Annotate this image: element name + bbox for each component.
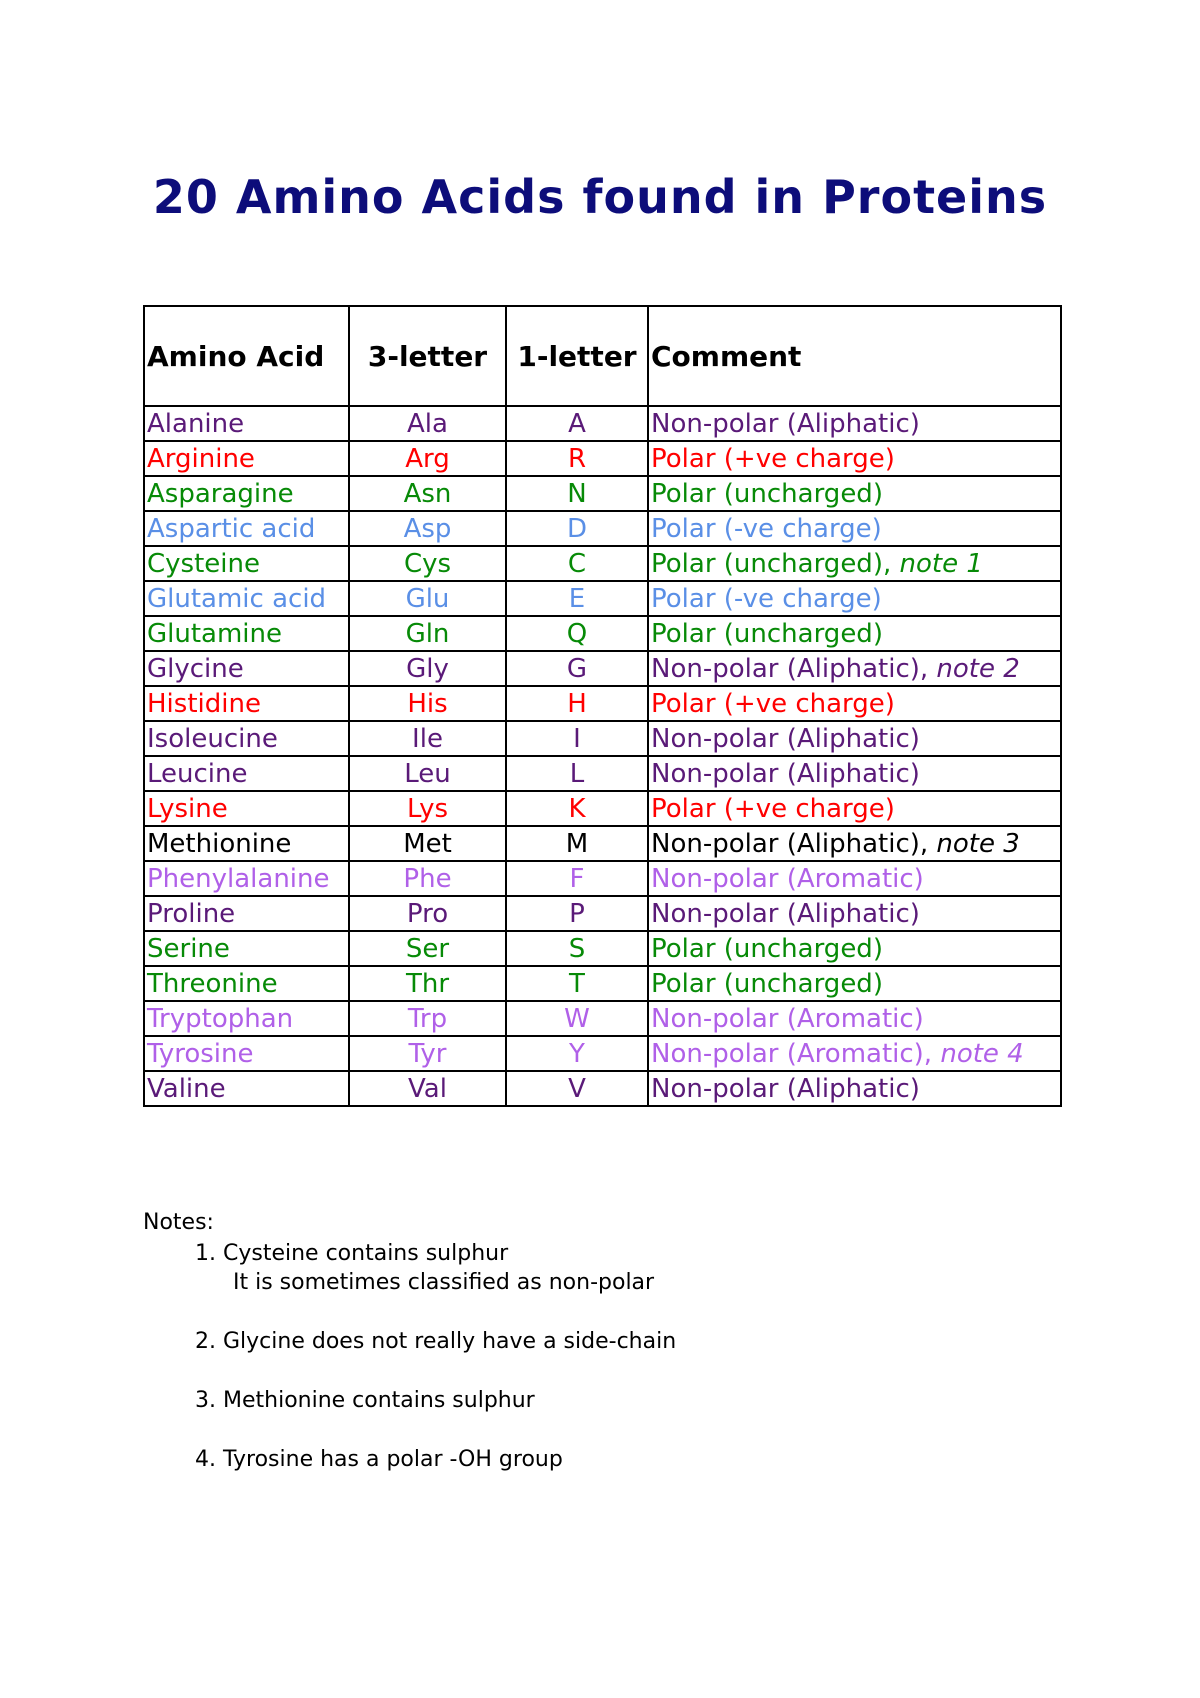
three-letter-code-text: Arg <box>405 443 450 474</box>
comment-cell <box>648 826 1061 861</box>
one-letter-code <box>506 1071 648 1106</box>
comment-cell <box>648 1071 1061 1106</box>
one-letter-code-text: K <box>568 793 586 824</box>
one-letter-code-text: H <box>567 688 587 719</box>
one-letter-code <box>506 616 648 651</box>
one-letter-code-text: Y <box>569 1038 585 1069</box>
three-letter-code-text: Pro <box>406 898 449 929</box>
amino-acid-name-text: Alanine <box>147 408 245 439</box>
amino-acid-name-text: Proline <box>147 898 236 929</box>
one-letter-code <box>506 651 648 686</box>
comment-cell <box>648 791 1061 826</box>
three-letter-code <box>349 861 506 896</box>
three-letter-code <box>349 931 506 966</box>
three-letter-code-text: Met <box>403 828 452 859</box>
amino-acid-name-text: Tryptophan <box>147 1003 294 1034</box>
one-letter-code <box>506 406 648 441</box>
three-letter-code <box>349 1036 506 1071</box>
one-letter-code <box>506 931 648 966</box>
amino-acid-name <box>144 826 349 861</box>
one-letter-code <box>506 721 648 756</box>
comment-cell-text: Polar (+ve charge) <box>651 443 895 474</box>
table-row <box>144 406 1061 441</box>
three-letter-code <box>349 686 506 721</box>
amino-acid-name-text: Methionine <box>147 828 292 859</box>
amino-acid-name-text: Tyrosine <box>147 1038 254 1069</box>
note-subtext: It is sometimes classified as non-polar <box>233 1270 655 1295</box>
three-letter-code <box>349 476 506 511</box>
table-row <box>144 791 1061 826</box>
amino-acid-name-text: Lysine <box>147 793 228 824</box>
three-letter-code-text: Tyr <box>408 1038 447 1069</box>
page-title: 20 Amino Acids found in Proteins <box>152 170 1048 224</box>
three-letter-code <box>349 511 506 546</box>
one-letter-code-text: L <box>569 758 585 789</box>
comment-cell <box>648 896 1061 931</box>
one-letter-code <box>506 791 648 826</box>
three-letter-code <box>349 1001 506 1036</box>
comment-cell-text: Non-polar (Aliphatic) <box>651 898 920 929</box>
table-row <box>144 616 1061 651</box>
table-row <box>144 441 1061 476</box>
header-one-letter: 1-letter <box>506 306 648 406</box>
comment-cell <box>648 511 1061 546</box>
comment-cell-text: Polar (+ve charge) <box>651 793 895 824</box>
note-text: Methionine contains sulphur <box>223 1388 535 1413</box>
note-reference: note 2 <box>936 653 1020 684</box>
notes-heading: Notes: <box>143 1210 214 1235</box>
table-row <box>144 581 1061 616</box>
amino-acid-name <box>144 441 349 476</box>
note-reference: note 1 <box>899 548 983 579</box>
three-letter-code-text: Ile <box>412 723 443 754</box>
amino-acid-name <box>144 1001 349 1036</box>
one-letter-code <box>506 546 648 581</box>
note-text: Cysteine contains sulphur <box>223 1241 509 1266</box>
comment-cell-text: Non-polar (Aliphatic) <box>651 408 920 439</box>
three-letter-code <box>349 546 506 581</box>
one-letter-code <box>506 581 648 616</box>
table-row <box>144 546 1061 581</box>
amino-acid-name-text: Glycine <box>147 653 244 684</box>
table-row <box>144 896 1061 931</box>
amino-acid-name-text: Isoleucine <box>147 723 278 754</box>
amino-acid-name-text: Phenylalanine <box>147 863 330 894</box>
comment-cell-text: Polar (-ve charge) <box>651 513 882 544</box>
three-letter-code-text: Trp <box>407 1003 448 1034</box>
three-letter-code-text: Asp <box>403 513 452 544</box>
one-letter-code-text: A <box>568 408 586 439</box>
table-row <box>144 721 1061 756</box>
comment-cell-text: Non-polar (Aliphatic) <box>651 723 920 754</box>
amino-acid-name-text: Histidine <box>147 688 261 719</box>
comment-cell-text: Polar (uncharged) <box>651 618 883 649</box>
amino-acid-name <box>144 861 349 896</box>
table-row <box>144 686 1061 721</box>
one-letter-code-text: M <box>565 828 589 859</box>
one-letter-code <box>506 756 648 791</box>
one-letter-code <box>506 1001 648 1036</box>
one-letter-code <box>506 826 648 861</box>
note-reference: note 3 <box>936 828 1020 859</box>
note-item <box>223 1327 676 1356</box>
one-letter-code-text: W <box>564 1003 590 1034</box>
one-letter-code-text: R <box>567 443 587 474</box>
table-row <box>144 826 1061 861</box>
amino-acid-name <box>144 966 349 1001</box>
three-letter-code-text: Cys <box>403 548 452 579</box>
amino-acid-name-text: Glutamic acid <box>147 583 327 614</box>
comment-cell-text: Non-polar (Aliphatic), <box>651 653 937 684</box>
three-letter-code-text: Phe <box>403 863 452 894</box>
comment-cell <box>648 651 1061 686</box>
comment-cell <box>648 861 1061 896</box>
three-letter-code-text: Gln <box>405 618 450 649</box>
table-body <box>144 406 1061 1106</box>
three-letter-code <box>349 896 506 931</box>
table-row <box>144 966 1061 1001</box>
three-letter-code <box>349 616 506 651</box>
table-header-row <box>144 306 1061 406</box>
three-letter-code <box>349 441 506 476</box>
amino-acid-name-text: Leucine <box>147 758 248 789</box>
one-letter-code-text: P <box>569 898 585 929</box>
amino-acid-name <box>144 651 349 686</box>
one-letter-code <box>506 511 648 546</box>
comment-cell-text: Polar (uncharged) <box>651 933 883 964</box>
one-letter-code <box>506 861 648 896</box>
note-item <box>223 1239 676 1297</box>
one-letter-code-text: G <box>566 653 588 684</box>
three-letter-code <box>349 966 506 1001</box>
three-letter-code-text: Ser <box>405 933 450 964</box>
three-letter-code <box>349 651 506 686</box>
table-row <box>144 511 1061 546</box>
comment-cell-text: Polar (+ve charge) <box>651 688 895 719</box>
amino-acid-name-text: Cysteine <box>147 548 260 579</box>
notes-section <box>143 1210 676 1504</box>
three-letter-code <box>349 1071 506 1106</box>
table-row <box>144 931 1061 966</box>
amino-acid-name-text: Arginine <box>147 443 255 474</box>
one-letter-code-text: E <box>568 583 586 614</box>
comment-cell <box>648 1001 1061 1036</box>
amino-acid-name <box>144 1071 349 1106</box>
comment-cell <box>648 966 1061 1001</box>
three-letter-code <box>349 721 506 756</box>
note-text: Glycine does not really have a side-chain <box>223 1329 677 1354</box>
three-letter-code <box>349 826 506 861</box>
one-letter-code <box>506 1036 648 1071</box>
header-amino-acid: Amino Acid <box>144 306 349 406</box>
amino-acid-name <box>144 791 349 826</box>
amino-acid-name <box>144 616 349 651</box>
table-row <box>144 1036 1061 1071</box>
comment-cell-text: Non-polar (Aromatic) <box>651 863 924 894</box>
one-letter-code-text: F <box>569 863 585 894</box>
comment-cell-text: Non-polar (Aliphatic) <box>651 758 920 789</box>
note-text: Tyrosine has a polar -OH group <box>223 1447 563 1472</box>
amino-acid-name-text: Valine <box>147 1073 226 1104</box>
note-reference: note 4 <box>940 1038 1024 1069</box>
comment-cell <box>648 581 1061 616</box>
three-letter-code-text: Val <box>408 1073 447 1104</box>
table-row <box>144 1001 1061 1036</box>
three-letter-code <box>349 581 506 616</box>
table-row <box>144 651 1061 686</box>
comment-cell <box>648 441 1061 476</box>
comment-cell-text: Polar (uncharged) <box>651 478 883 509</box>
comment-cell <box>648 756 1061 791</box>
three-letter-code-text: Leu <box>404 758 451 789</box>
amino-acid-name <box>144 546 349 581</box>
comment-cell <box>648 406 1061 441</box>
table-row <box>144 476 1061 511</box>
amino-acid-name-text: Aspartic acid <box>147 513 316 544</box>
three-letter-code-text: Gly <box>406 653 449 684</box>
three-letter-code-text: Asn <box>403 478 452 509</box>
amino-acid-name <box>144 511 349 546</box>
one-letter-code <box>506 476 648 511</box>
three-letter-code-text: Thr <box>405 968 450 999</box>
comment-cell <box>648 721 1061 756</box>
comment-cell-text: Polar (-ve charge) <box>651 583 882 614</box>
table-row <box>144 756 1061 791</box>
amino-acid-name-text: Asparagine <box>147 478 294 509</box>
comment-cell <box>648 546 1061 581</box>
comment-cell <box>648 616 1061 651</box>
amino-acid-name <box>144 686 349 721</box>
amino-acid-name <box>144 756 349 791</box>
three-letter-code-text: Glu <box>405 583 450 614</box>
three-letter-code <box>349 756 506 791</box>
comment-cell-text: Non-polar (Aromatic), <box>651 1038 941 1069</box>
comment-cell-text: Polar (uncharged), <box>651 548 900 579</box>
notes-list <box>143 1239 676 1474</box>
header-comment: Comment <box>648 306 1061 406</box>
amino-acid-name <box>144 931 349 966</box>
one-letter-code <box>506 686 648 721</box>
comment-cell <box>648 1036 1061 1071</box>
one-letter-code-text: Q <box>566 618 588 649</box>
comment-cell-text: Non-polar (Aliphatic) <box>651 1073 920 1104</box>
three-letter-code-text: His <box>407 688 448 719</box>
amino-acid-name <box>144 1036 349 1071</box>
amino-acid-name <box>144 406 349 441</box>
three-letter-code <box>349 791 506 826</box>
one-letter-code-text: C <box>567 548 587 579</box>
table-row <box>144 1071 1061 1106</box>
one-letter-code <box>506 441 648 476</box>
comment-cell-text: Non-polar (Aromatic) <box>651 1003 924 1034</box>
comment-cell <box>648 476 1061 511</box>
one-letter-code-text: V <box>568 1073 586 1104</box>
amino-acid-name <box>144 721 349 756</box>
amino-acid-name-text: Threonine <box>147 968 278 999</box>
one-letter-code <box>506 896 648 931</box>
one-letter-code-text: N <box>567 478 587 509</box>
one-letter-code-text: T <box>569 968 585 999</box>
one-letter-code <box>506 966 648 1001</box>
three-letter-code-text: Lys <box>406 793 449 824</box>
comment-cell <box>648 686 1061 721</box>
amino-acid-name-text: Glutamine <box>147 618 283 649</box>
amino-acid-name-text: Serine <box>147 933 230 964</box>
comment-cell-text: Polar (uncharged) <box>651 968 883 999</box>
note-item <box>223 1386 676 1415</box>
note-item <box>223 1445 676 1474</box>
amino-acid-table <box>143 305 1062 1107</box>
amino-acid-name <box>144 896 349 931</box>
one-letter-code-text: D <box>566 513 588 544</box>
three-letter-code <box>349 406 506 441</box>
header-three-letter: 3-letter <box>349 306 506 406</box>
three-letter-code-text: Ala <box>407 408 448 439</box>
comment-cell <box>648 931 1061 966</box>
amino-acid-name <box>144 581 349 616</box>
comment-cell-text: Non-polar (Aliphatic), <box>651 828 937 859</box>
one-letter-code-text: S <box>568 933 586 964</box>
one-letter-code-text: I <box>573 723 581 754</box>
amino-acid-name <box>144 476 349 511</box>
table-row <box>144 861 1061 896</box>
